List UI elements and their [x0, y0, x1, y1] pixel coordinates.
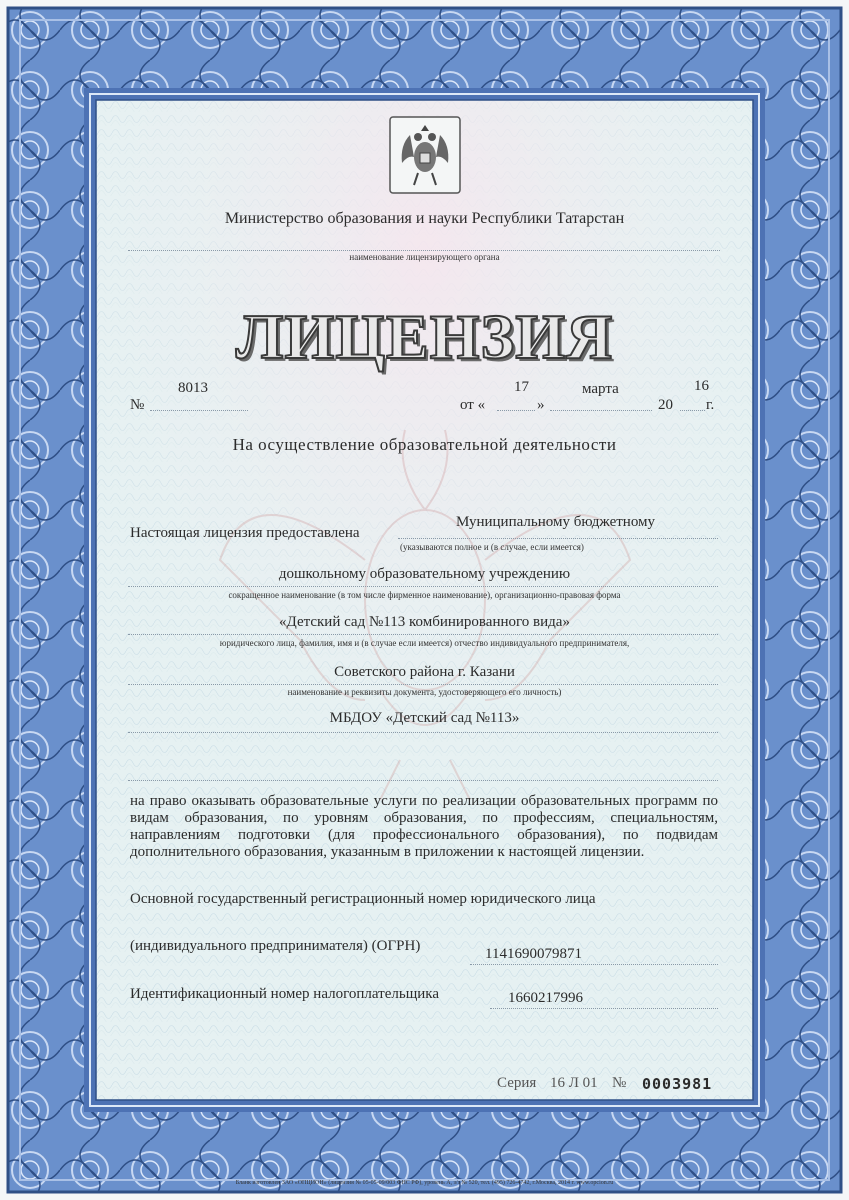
license-number-line — [150, 410, 248, 411]
grantee-caption-1: (указываются полное и (в случае, если имеется) — [400, 542, 584, 552]
inn-label: Идентификационный номер налогоплательщика — [130, 986, 440, 1002]
document-title: ЛИЦЕНЗИЯ — [235, 301, 614, 372]
grantee-line-3: «Детский сад №113 комбинированного вида» — [279, 614, 570, 630]
series-label: Серия — [497, 1075, 537, 1091]
license-day: 17 — [514, 379, 529, 395]
inn-value: 1660217996 — [508, 990, 583, 1006]
inn-value-rule — [490, 1008, 718, 1009]
license-year: 16 — [694, 378, 709, 394]
activity-heading: На осуществление образовательной деятельности — [232, 435, 617, 454]
printer-footer: Бланк изготовлен ЗАО «ОПЦИОН» (лицензия № 05-05-09/003 ФНС РФ), уровень А, з/з № 520, тел. (495) 726-4742, г.Москва, 2014 г. www.opcion.ru — [235, 1180, 614, 1186]
authority-caption: наименование лицензирующего органа — [349, 252, 500, 262]
license-month: марта — [582, 381, 619, 397]
license-year-prefix: 20 — [658, 397, 673, 413]
license-year-line — [680, 410, 705, 411]
grantee-caption-4: наименование и реквизиты документа, удостоверяющего его личность) — [287, 687, 562, 697]
grantee-caption-3: юридического лица, фамилия, имя и (в случае если имеется) отчество индивидуального предпринимателя, — [219, 638, 630, 648]
grantee-intro: Настоящая лицензия предоставлена — [130, 525, 360, 541]
ogrn-value-rule — [470, 964, 718, 965]
grantee-line-4: Советского района г. Казани — [334, 664, 515, 680]
license-date-close: » — [537, 397, 545, 413]
authority-underline — [128, 250, 720, 251]
grantee-line-1: Муниципальному бюджетному — [456, 514, 656, 530]
license-day-line — [497, 410, 535, 411]
license-year-suffix: г. — [706, 397, 715, 413]
license-number-prefix: № — [130, 397, 145, 413]
license-date-prefix: от « — [460, 397, 486, 413]
license-scope-text: на право оказывать образовательные услуги по реализации образовательных программ по видам образования, по уровням образования, по профессиям, специальностям, направлениям подготовки (для профессионального образования), по подвидам дополнительного образования, указанным в приложении к настоящей лицензии. — [130, 793, 718, 860]
grantee-line-3-rule — [128, 634, 718, 635]
ogrn-label-1: Основной государственный регистрационный номер юридического лица — [130, 891, 596, 907]
license-month-line — [550, 410, 652, 411]
authority-name: Министерство образования и науки Республики Татарстан — [224, 210, 625, 227]
license-number: 8013 — [178, 380, 208, 396]
ogrn-label-2: (индивидуального предпринимателя) (ОГРН) — [130, 938, 421, 954]
series-number: 0003981 — [642, 1075, 713, 1093]
series-number-prefix: № — [612, 1075, 627, 1091]
grantee-line-1-rule — [398, 538, 718, 539]
ogrn-value: 1141690079871 — [485, 946, 582, 962]
grantee-caption-2: сокращенное наименование (в том числе фирменное наименование), организационно-правовая форма — [228, 590, 621, 600]
grantee-line-4-rule — [128, 684, 718, 685]
grantee-line-2: дошкольному образовательному учреждению — [278, 566, 571, 582]
coat-of-arms-icon — [388, 115, 462, 195]
grantee-line-2-rule — [128, 586, 718, 587]
grantee-blank-rule — [128, 780, 718, 781]
grantee-line-5: МБДОУ «Детский сад №113» — [329, 710, 520, 726]
series-value: 16 Л 01 — [550, 1075, 598, 1091]
grantee-line-5-rule — [128, 732, 718, 733]
